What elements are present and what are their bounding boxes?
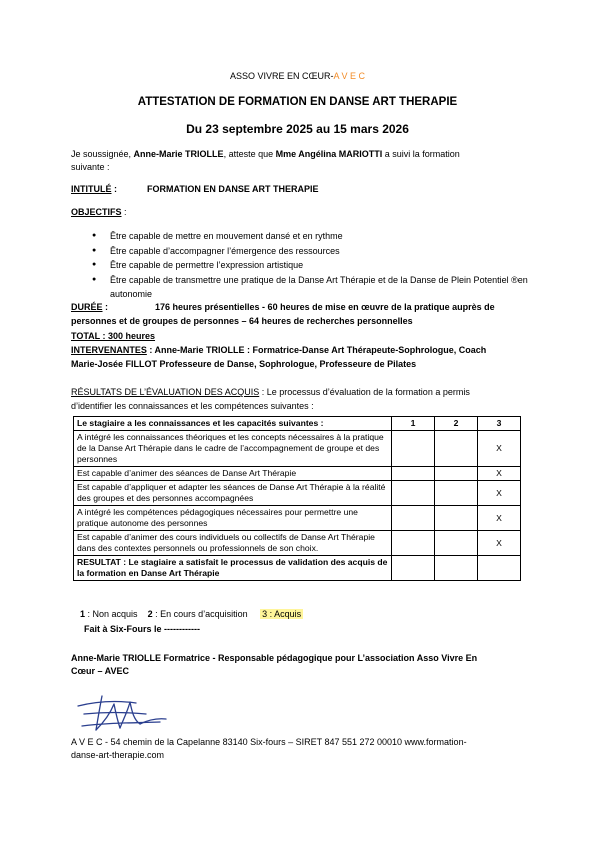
org-name-prefix: ASSO VIVRE EN CŒUR- <box>229 71 334 81</box>
duree-label: DURÉE <box>71 302 103 312</box>
level-1-cell <box>392 481 435 506</box>
duree-line-1: 176 heures présentielles - 60 heures de mise en œuvre de la pratique auprès de <box>155 302 495 312</box>
trainee-name: Mme Angélina MARIOTTI <box>275 149 383 159</box>
fait-a-line: Fait à Six-Fours le ------------ <box>84 624 200 634</box>
duree-line-2: personnes et de groupes de personnes – 64 heures de recherches personnelles <box>71 316 413 326</box>
level-2-cell <box>435 467 478 481</box>
footer-line-1: A V E C - 54 chemin de la Capelanne 83140 Six-fours – SIRET 847 551 272 00010 www.formation- <box>71 737 467 747</box>
table-header-level-3: 3 <box>478 417 521 431</box>
intitule-value: FORMATION EN DANSE ART THERAPIE <box>147 184 319 194</box>
result-level-3-cell <box>478 556 521 581</box>
criteria-cell: A intégré les connaissances théoriques et les concepts nécessaires à la pratique de la Danse Art Thérapie dans le cadre de l’accompagnement de groupe et des personnes <box>74 431 392 467</box>
intro-line-2: suivante : <box>71 162 110 172</box>
level-1-cell <box>392 467 435 481</box>
level-3-cell: X <box>478 506 521 531</box>
objectif-item: ● Être capable de transmettre une pratique de la Danse Art Thérapie et de la Danse de Plein Potentiel ®en autonomie <box>90 273 530 302</box>
level-1-cell <box>392 506 435 531</box>
table-header-level-2: 2 <box>435 417 478 431</box>
level-3-cell: X <box>478 481 521 506</box>
level-1-cell <box>392 431 435 467</box>
table-row <box>74 431 521 467</box>
level-2-cell <box>435 531 478 556</box>
org-name <box>0 71 595 81</box>
intro-line-1: Je soussignée, Anne-Marie TRIOLLE, atteste que Mme Angélina MARIOTTI a suivi la formation <box>71 149 460 159</box>
criteria-cell: A intégré les compétences pédagogiques nécessaires pour permettre une pratique autonome des personnes <box>74 506 392 531</box>
legend-en-cours: : En cours d’acquisition <box>152 609 248 619</box>
resultats-line-1: RÉSULTATS DE L’ÉVALUATION DES ACQUIS : Le processus d’évaluation de la formation a permis <box>71 387 470 397</box>
legend: 1 : Non acquis 2 : En cours d’acquisition 3 : Acquis <box>80 609 302 619</box>
intervenantes-line-1: INTERVENANTES : Anne-Marie TRIOLLE : Formatrice-Danse Art Thérapeute-Sophrologue, Coach <box>71 345 487 355</box>
criteria-cell: Est capable d’appliquer et adapter les séances de Danse Art Thérapie à la réalité des groupes et des personnes accompagnées <box>74 481 392 506</box>
table-row <box>74 467 521 481</box>
intervenantes-line-2: Marie-Josée FILLOT Professeure de Danse, Sophrologue, Professeure de Pilates <box>71 359 417 369</box>
duree-label-row: DURÉE : <box>71 302 109 312</box>
intitule-label: INTITULÉ <box>71 184 112 194</box>
evaluation-table <box>73 416 521 581</box>
footer-line-2: danse-art-therapie.com <box>71 750 165 760</box>
legend-acquis-highlight: 3 : Acquis <box>262 609 302 619</box>
total-hours: TOTAL : 300 heures <box>71 331 156 341</box>
level-3-cell: X <box>478 467 521 481</box>
result-level-2-cell <box>435 556 478 581</box>
objectifs-list <box>90 229 530 302</box>
document-dates: Du 23 septembre 2025 au 15 mars 2026 <box>186 122 409 136</box>
level-2-cell <box>435 481 478 506</box>
table-row <box>74 531 521 556</box>
signature-text-line-2: Cœur – AVEC <box>71 666 130 676</box>
table-header-row <box>74 417 521 431</box>
objectifs-label: OBJECTIFS <box>71 207 122 217</box>
table-row <box>74 506 521 531</box>
signature-text-line-1: Anne-Marie TRIOLLE Formatrice - Responsable pédagogique pour L’association Asso Vivre En <box>71 653 478 663</box>
objectif-item: ● Être capable de permettre l’expression artistique <box>90 258 530 273</box>
result-cell: RESULTAT : Le stagiaire a satisfait le processus de validation des acquis de la formation en Danse Art Thérapie <box>74 556 392 581</box>
document-title: ATTESTATION DE FORMATION EN DANSE ART THERAPIE <box>137 96 458 108</box>
resultats-line-2: d’identifier les connaissances et les compétences suivantes : <box>71 401 314 411</box>
level-2-cell <box>435 506 478 531</box>
table-header-level-1: 1 <box>392 417 435 431</box>
criteria-cell: Est capable d’animer des cours individuels ou collectifs de Danse Art Thérapie dans des contextes personnels ou professionnels de son choix. <box>74 531 392 556</box>
table-header-criteria: Le stagiaire a les connaissances et les capacités suivantes : <box>74 417 392 431</box>
intervenantes-label: INTERVENANTES <box>71 345 147 355</box>
objectifs-heading: OBJECTIFS : <box>71 207 127 217</box>
objectif-item: ● Être capable d’accompagner l’émergence des ressources <box>90 244 530 259</box>
intitule-row: INTITULÉ : <box>71 184 117 194</box>
level-3-cell: X <box>478 431 521 467</box>
result-level-1-cell <box>392 556 435 581</box>
criteria-cell: Est capable d’animer des séances de Danse Art Thérapie <box>74 467 392 481</box>
level-2-cell <box>435 431 478 467</box>
resultats-label: RÉSULTATS DE L’ÉVALUATION DES ACQUIS <box>71 387 260 397</box>
signer-name: Anne-Marie TRIOLLE <box>133 149 224 159</box>
table-result-row <box>74 556 521 581</box>
level-1-cell <box>392 531 435 556</box>
legend-non-acquis: : Non acquis <box>85 609 138 619</box>
table-row <box>74 481 521 506</box>
handwritten-signature <box>74 692 174 734</box>
objectif-item: ● Être capable de mettre en mouvement dansé et en rythme <box>90 229 530 244</box>
org-name-accent: A V E C <box>333 71 366 81</box>
level-3-cell: X <box>478 531 521 556</box>
